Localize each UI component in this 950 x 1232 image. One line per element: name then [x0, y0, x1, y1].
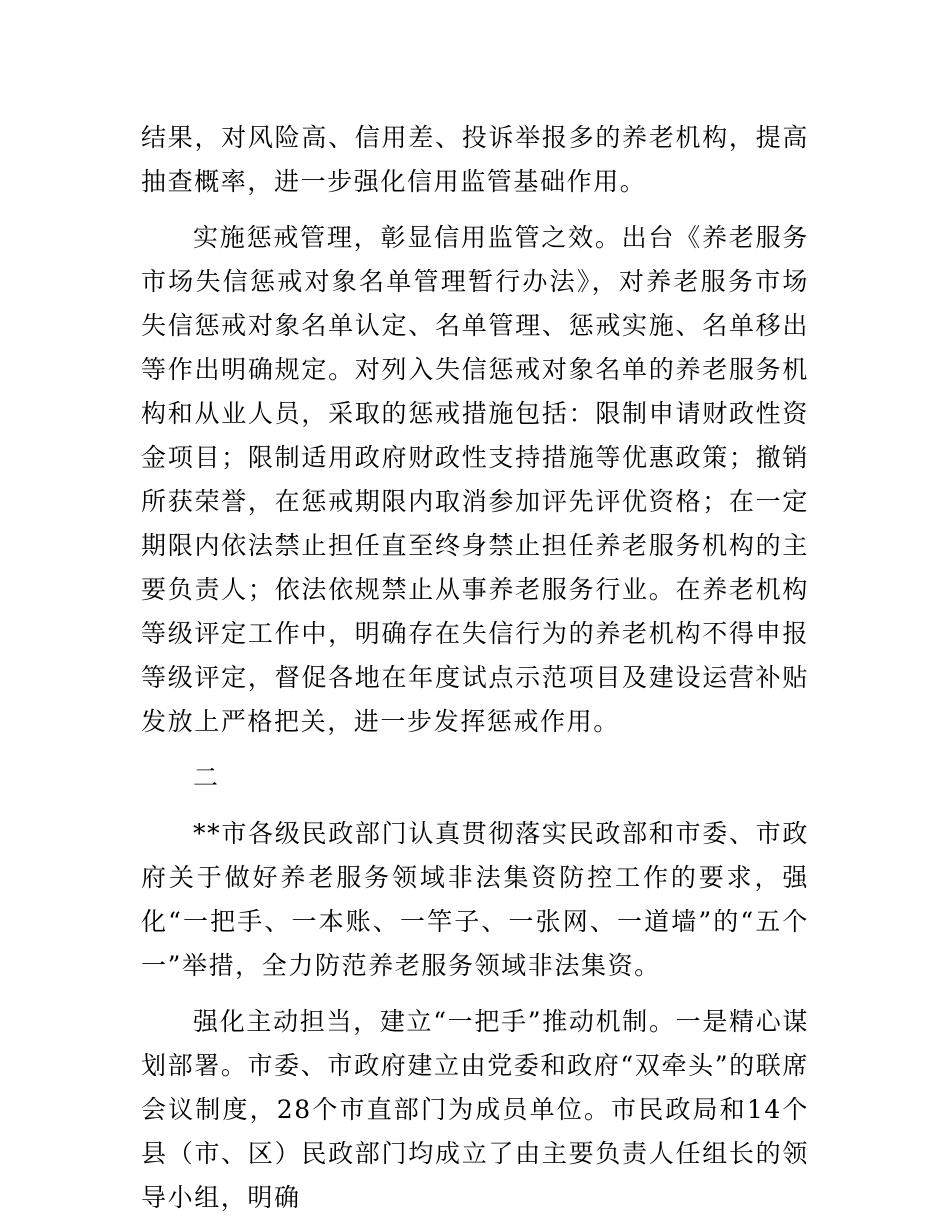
paragraph-illegal-fundraising-intro: **市各级民政部门认真贯彻落实民政部和市委、市政府关于做好养老服务领域非法集资防控工作的要求，强化“一把手、一本账、一竿子、一张网、一道墙”的“五个一”举措，全力防范养老服务领域非法集资。 — [141, 819, 809, 980]
document-body — [141, 116, 809, 1232]
section-number: 二 — [193, 763, 220, 792]
paragraph-leadership-mechanism: 强化主动担当，建立“一把手”推动机制。一是精心谋划部署。市委、市政府建立由党委和政府“双牵头”的联席会议制度，28个市直部门为成员单位。市民政局和14个县（市、区）民政部门均成立了由主要负责人任组长的领导小组，明确 — [141, 1007, 809, 1212]
paragraph-credit-supervision-end: 结果，对风险高、信用差、投诉举报多的养老机构，提高抽查概率，进一步强化信用监管基础作用。 — [141, 123, 809, 196]
paragraph-punishment-management: 实施惩戒管理，彰显信用监管之效。出台《养老服务市场失信惩戒对象名单管理暂行办法》，对养老服务市场失信惩戒对象名单认定、名单管理、惩戒实施、名单移出等作出明确规定。对列入失信惩戒对象名单的养老服务机构和从业人员，采取的惩戒措施包括：限制申请财政性资金项目；限制适用政府财政性支持措施等优惠政策；撤销所获荣誉，在惩戒期限内取消参加评先评优资格；在一定期限内依法禁止担任直至终身禁止担任养老服务机构的主要负责人；依法依规禁止从事养老服务行业。在养老机构等级评定工作中，明确存在失信行为的养老机构不得申报等级评定，督促各地在年度试点示范项目及建设运营补贴发放上严格把关，进一步发挥惩戒作用。 — [141, 223, 809, 736]
